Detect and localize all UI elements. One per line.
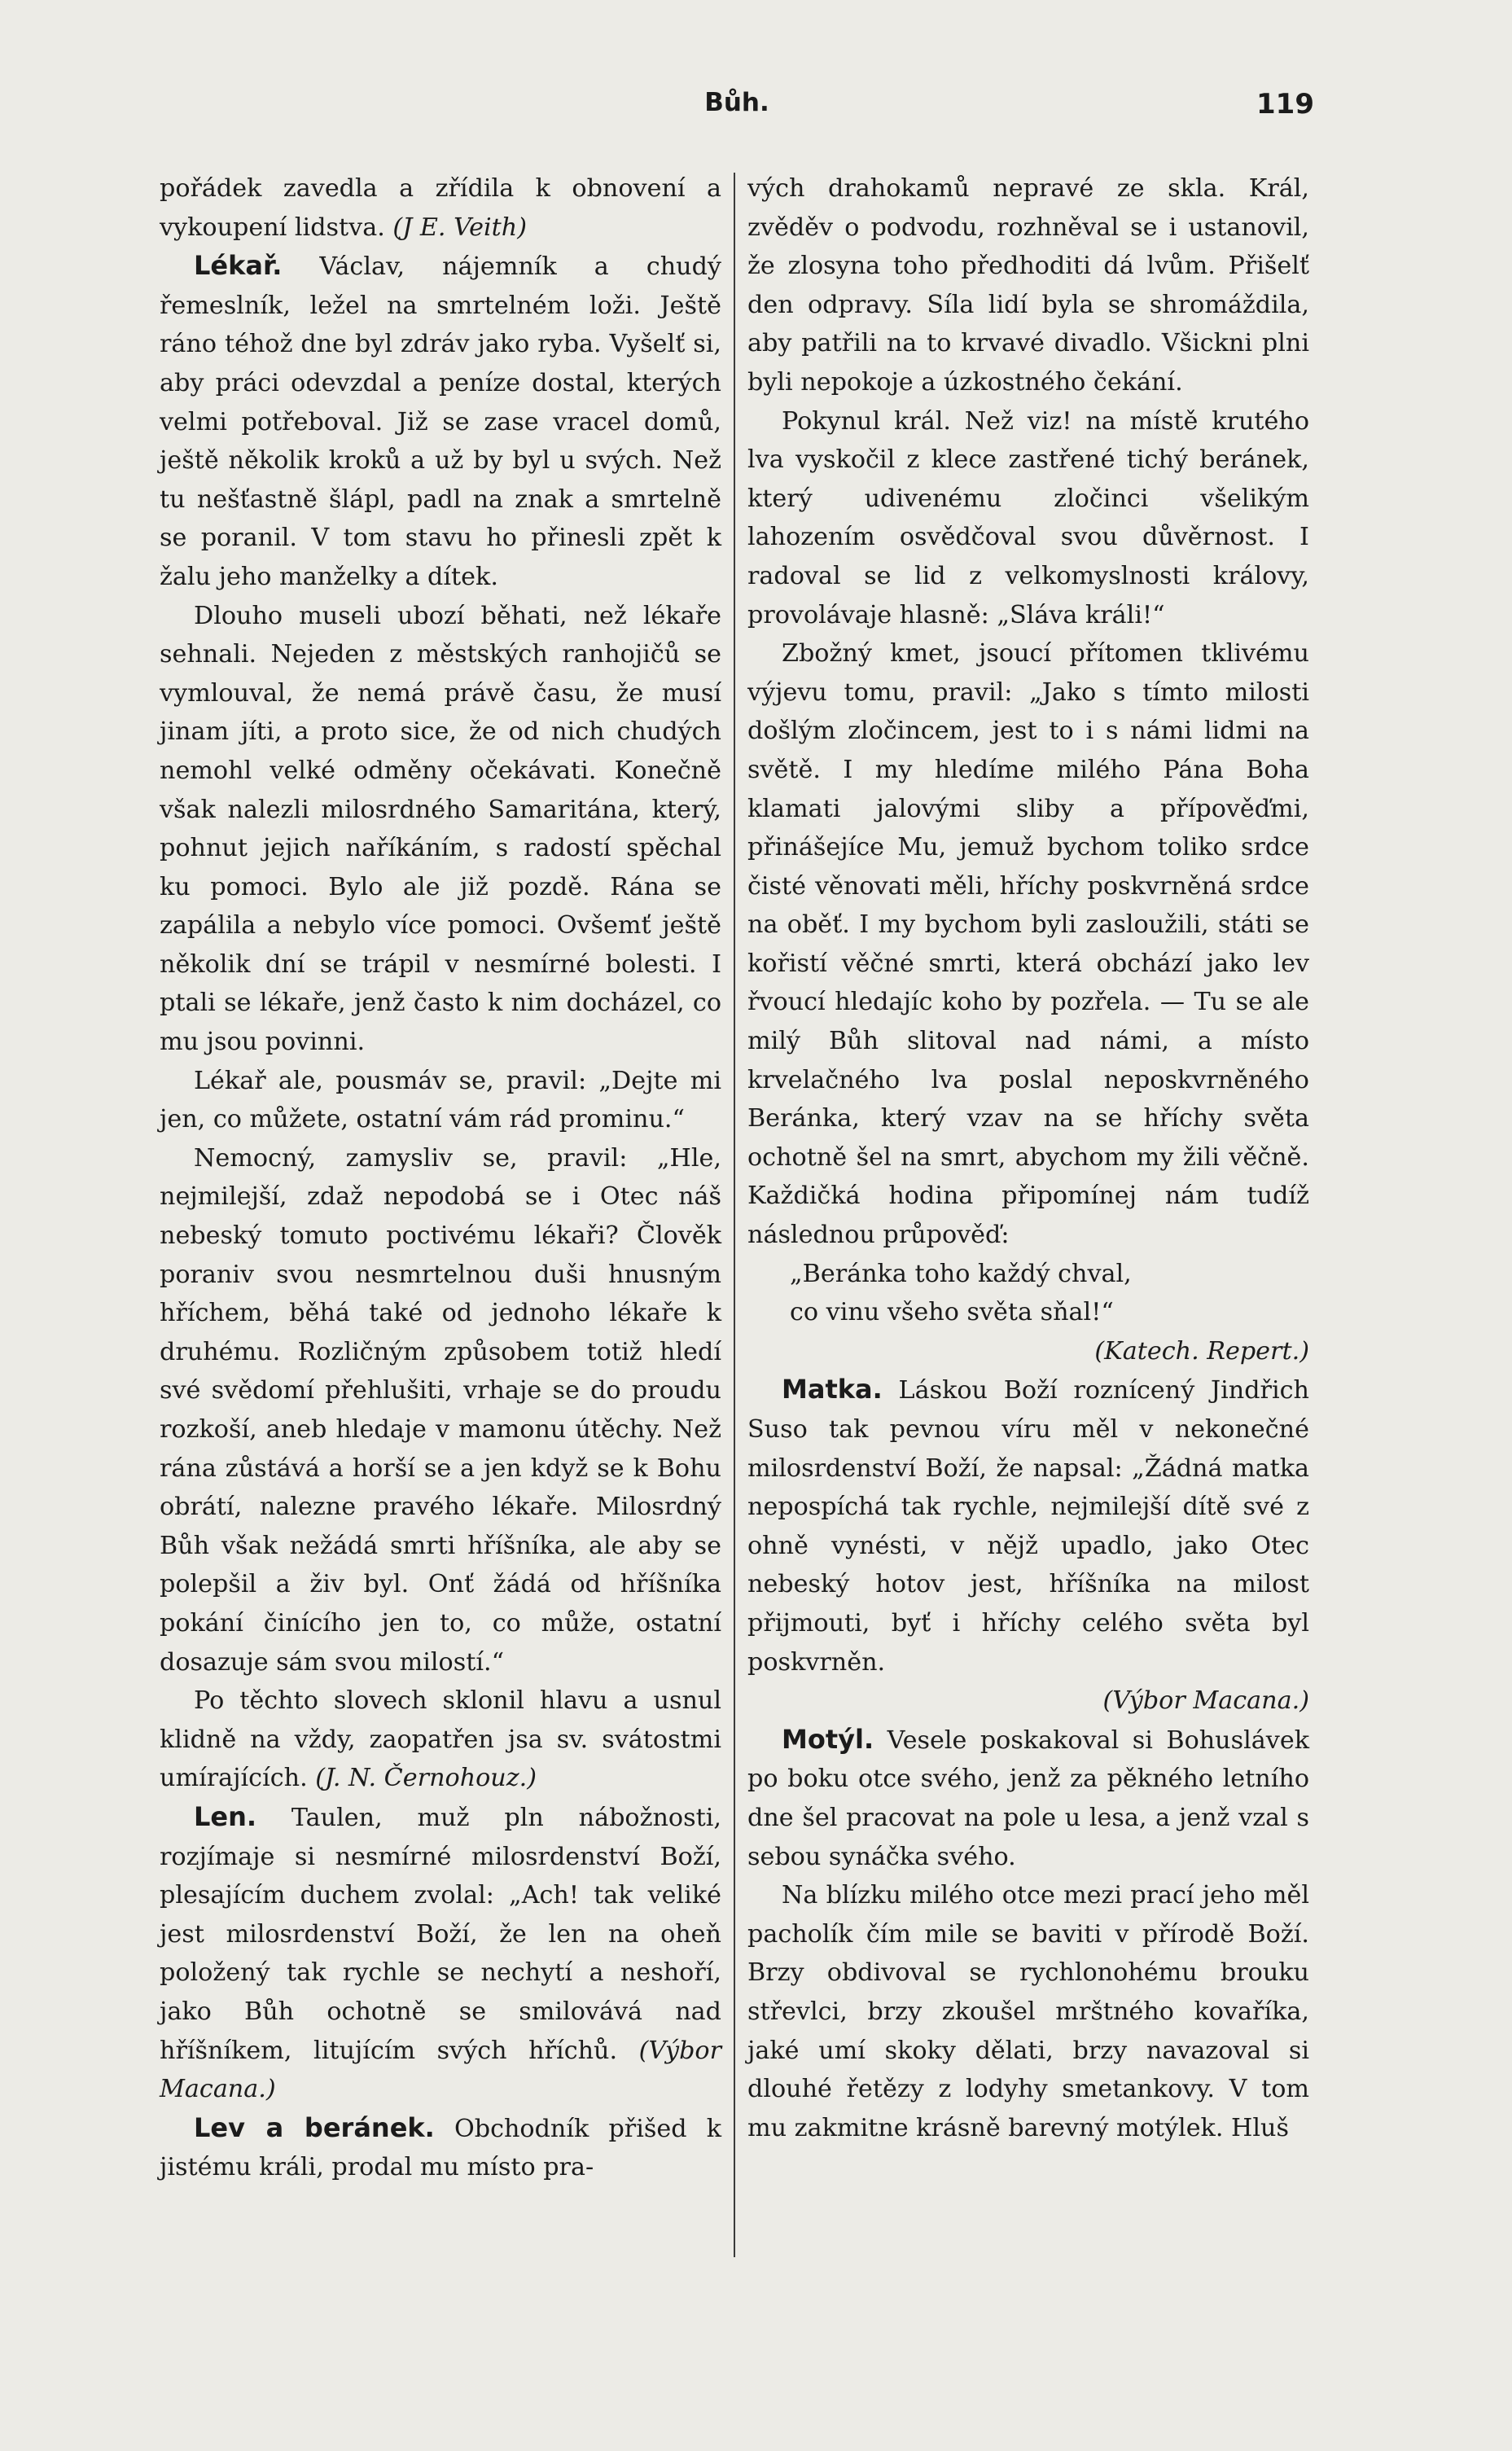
entry-matka [747, 1370, 1309, 1682]
paragraph-continued: vých drahokamů nepravé ze skla. Král, zvěděv o podvodu, rozhněval se i ustanovil, že zlosyna toho předhoditi dá lvům. Přišelť den odpravy. Síla lidí byla se shromáždila, aby patřili na to krvavé divadlo. Všickni plni byli nepokoje a úzkostného čekání. [747, 174, 1309, 397]
entry-keyword: Len. [194, 1800, 257, 1832]
paragraph: Lékař ale, pousmáv se, pravil: „Dejte mi jen, co můžete, ostatní vám rád prominu.“ [160, 1066, 721, 1134]
running-head: Bůh. [704, 88, 769, 117]
source-citation: (J E. Veith) [392, 213, 528, 242]
entry-lekar [160, 247, 721, 596]
paragraph: Na blízku milého otce mezi prací jeho měl pacholík čím mile se baviti v přírodě Boží. Brzy obdivoval se rychlonohému brouku střevlci, brzy zkoušel mrštného kovaříka, jaké umí skoky dělati, brzy navazoval si dlouhé řetězy z lodyhy smetankovy. V tom mu zakmitne krásně barevný motýlek. Hluš [747, 1881, 1309, 2142]
paragraph: Zbožný kmet, jsoucí přítomen tklivému výjevu tomu, pravil: „Jako s tímto milosti došlým zločincem, jest to i s námi lidmi na světě. I my hledíme milého Pána Boha klamati jalovými sliby a přípověďmi, přinášejíce Mu, jemuž bychom toliko srdce čisté věnovati měli, hříchy poskvrněná srdce na oběť. I my bychom byli zasloužili, státi se kořistí věčné smrti, která obchází jako lev řvoucí hledajíc koho by pozřela. — Tu se ale milý Bůh slitoval nad námi, a místo krvelačného lva poslal neposkvrněného Beránka, který vzav na se hříchy světa ochotně šel na smrt, abychom my žili věčně. Každičká hodina připomínej nám tudíž následnou průpověď: [747, 639, 1309, 1250]
column-divider [734, 173, 735, 2257]
paragraph: Nemocný, zamysliv se, pravil: „Hle, nejmilejší, zdaž nepodobá se i Otec náš nebeský tomuto poctivému lékaři? Člověk poraniv svou nesmrtelnou duši hnusným hříchem, běhá také od jednoho lékaře k druhému. Rozličným způsobem totiž hledí své svědomí přehlušiti, vrhaje se do proudu rozkoší, aneb hledaje v mamonu útěchy. Než rána zůstává a horší se a jen když se k Bohu obrátí, nalezne pravého lékaře. Milosrdný Bůh však nežádá smrti hříšníka, ale aby se polepšil a živ byl. Onť žádá od hříšníka pokání činícího jen to, co může, ostatní dosazuje sám svou milostí.“ [160, 1143, 721, 1677]
paragraph-text: Václav, nájemník a chudý řemeslník, ležel na smrtelném loži. Ještě ráno téhož dne byl zdráv jako ryba. Vyšelť si, aby práci odevzdal a peníze dostal, kterých velmi potřeboval. Již se zase vracel domů, ještě několik kroků a už by byl u svých. Než tu nešťastně šlápl, padl na znak a smrtelně se poranil. V tom stavu ho přinesli zpět k žalu jeho manželky a dítek. [160, 252, 721, 591]
entry-keyword: Matka. [782, 1374, 883, 1405]
paragraph-text: Taulen, muž pln nábožnosti, rozjímaje si nesmírné milosrdenství Boží, plesajícím duchem zvolal: „Ach! tak veliké jest milosrdenství Boží, že len na oheň položený tak rychle se nechytí a neshoří, jako Bůh ochotně se smilovává nad hříšníkem, litujícím svých hříchů. [160, 1803, 721, 2065]
entry-keyword: Lékař. [194, 250, 283, 282]
entry-keyword: Motýl. [782, 1723, 874, 1755]
source-citation: (Výbor Macana.) [160, 2036, 721, 2104]
source-citation: (Katech. Repert.) [1094, 1336, 1309, 1366]
paragraph-text: Po těchto slovech sklonil hlavu a usnul klidně na vždy, zaopatřen jsa sv. svátostmi umírajících. [160, 1686, 721, 1793]
paragraph-prologue [160, 169, 721, 247]
source-citation: (J. N. Černohouz.) [315, 1764, 537, 1793]
page-number: 119 [1256, 88, 1314, 121]
paragraph-text: Láskou Boží roznícený Jindřich Suso tak pevnou víru měl v nekonečné milosrdenství Boží, že napsal: „Žádná matka nepospíchá tak rychle, nejmilejší dítě své z ohně vynésti, v nějž upadlo, jako Otec nebeský hotov jest, hříšníka na milost přijmouti, byť i hříchy celého světa byl poskvrněn. [747, 1376, 1309, 1677]
left-column [160, 169, 721, 2187]
paragraph: Dlouho museli ubozí běhati, než lékaře sehnali. Nejeden z městských ranhojičů se vymlouval, že nemá právě času, že musí jinam jíti, a proto sice, že od nich chudých nemohl velké odměny očekávati. Konečně však nalezli milosrdného Samaritána, který, pohnut jejich naříkáním, s radostí spěchal ku pomoci. Bylo ale již pozdě. Rána se zapálila a nebylo více pomoci. Ovšemť ještě několik dní se trápil v nesmírné bolesti. I ptali se lékaře, jenž často k nim docházel, co mu jsou povinni. [160, 601, 721, 1057]
verse-line: „Beránka toho každý chval, [790, 1259, 1132, 1288]
entry-motyl [747, 1721, 1309, 1876]
entry-keyword: Lev a beránek. [194, 2111, 435, 2143]
paragraph-text: Obchodník přišed k jistému králi, prodal mu místo pra- [160, 2114, 721, 2182]
paragraph-text: Vesele poskakoval si Bohuslávek po boku otce svého, jenž za pěkného letního dne šel pracovat na pole u lesa, a jenž vzal s sebou synáčka svého. [747, 1725, 1309, 1871]
paragraph-text: pořádek zavedla a zřídila k obnovení a vykoupení lidstva. [160, 174, 721, 242]
entry-lev-a-beranek [160, 2109, 721, 2187]
page-header [160, 88, 1314, 129]
source-citation: (Výbor Macana.) [1102, 1686, 1309, 1716]
paragraph: Pokynul král. Než viz! na místě krutého lva vyskočil z klece zastřené tichý beránek, který udivenému zločinci všelikým lahozením osvědčoval svou důvěrnost. I radoval se lid z velkomyslnosti královy, provolávaje hlasně: „Sláva králi!“ [747, 406, 1309, 629]
entry-len [160, 1798, 721, 2109]
right-column [747, 169, 1309, 2147]
paragraph [160, 1682, 721, 1798]
verse-line: co vinu všeho světa sňal!“ [790, 1298, 1114, 1327]
